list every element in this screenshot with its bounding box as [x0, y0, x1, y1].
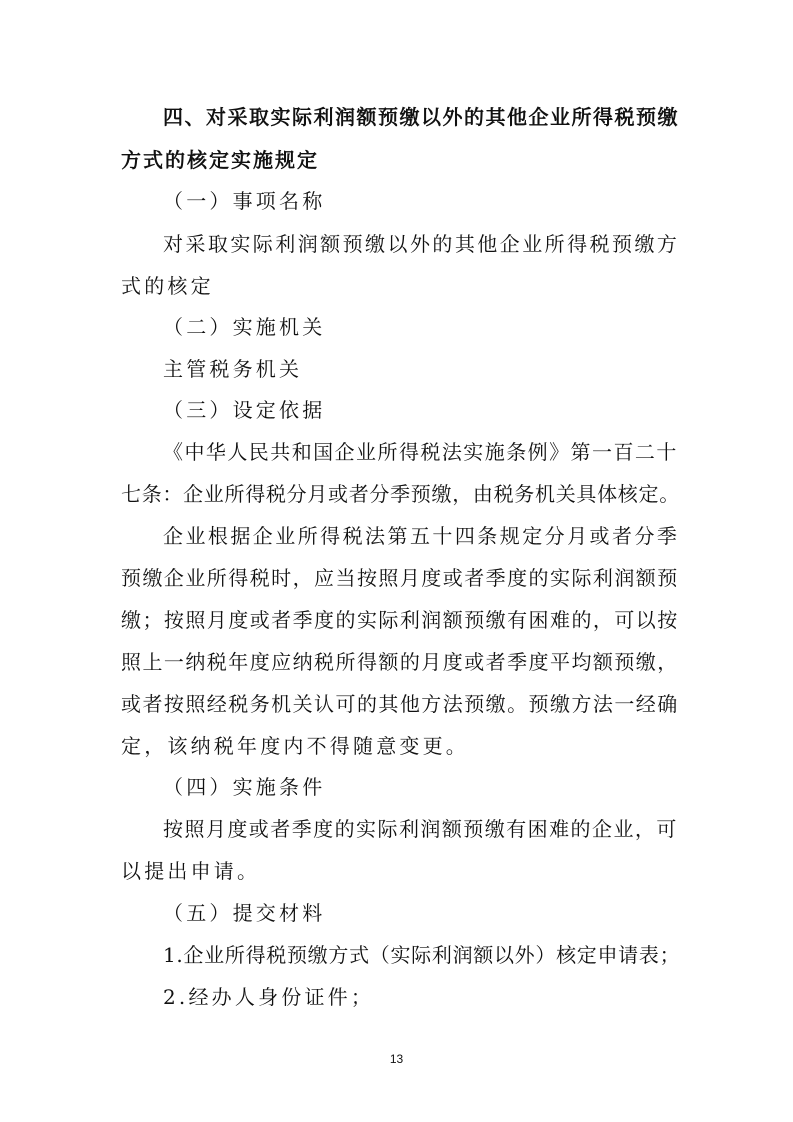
item-3-para-2-line-6: 定，该纳税年度内不得随意变更。 [121, 734, 469, 758]
item-3-para-1-line-2: 七条：企业所得税分月或者分季预缴，由税务机关具体核定。 [121, 482, 680, 506]
item-3-para-2-line-5: 或者按照经税务机关认可的其他方法预缴。预缴方法一经确 [121, 692, 679, 716]
item-5-material-1: 1.企业所得税预缴方式（实际利润额以外）核定申请表； [163, 943, 681, 967]
section-title-line-1: 四、对采取实际利润额预缴以外的其他企业所得税预缴 [163, 105, 679, 129]
item-3-para-2-line-1: 企业根据企业所得税法第五十四条规定分月或者分季 [163, 524, 680, 548]
item-1-text-line-1: 对采取实际利润额预缴以外的其他企业所得税预缴方 [163, 232, 680, 256]
item-2-text-line-1: 主管税务机关 [163, 357, 303, 381]
item-3-para-2-line-2: 预缴企业所得税时，应当按照月度或者季度的实际利润额预 [121, 566, 679, 590]
section-title-line-2: 方式的核定实施规定 [121, 148, 319, 172]
item-5-material-2: 2.经办人身份证件； [163, 985, 375, 1009]
item-3-para-2-line-4: 照上一纳税年度应纳税所得额的月度或者季度平均额预缴， [121, 650, 679, 674]
item-5-heading: （五）提交材料 [163, 901, 326, 925]
item-3-para-2-line-3: 缴；按照月度或者季度的实际利润额预缴有困难的，可以按 [121, 608, 679, 632]
page-number: 13 [389, 1052, 404, 1066]
item-2-heading: （二）实施机关 [163, 315, 326, 339]
item-1-text-line-2: 式的核定 [121, 274, 214, 298]
item-4-text-line-1: 按照月度或者季度的实际利润额预缴有困难的企业，可 [163, 817, 678, 841]
item-3-para-1-line-1: 《中华人民共和国企业所得税法实施条例》第一百二十 [163, 440, 678, 464]
item-3-heading: （三）设定依据 [163, 398, 326, 422]
item-4-text-line-2: 以提出申请。 [121, 859, 261, 883]
item-4-heading: （四）实施条件 [163, 775, 326, 799]
item-1-heading: （一）事项名称 [163, 189, 326, 213]
